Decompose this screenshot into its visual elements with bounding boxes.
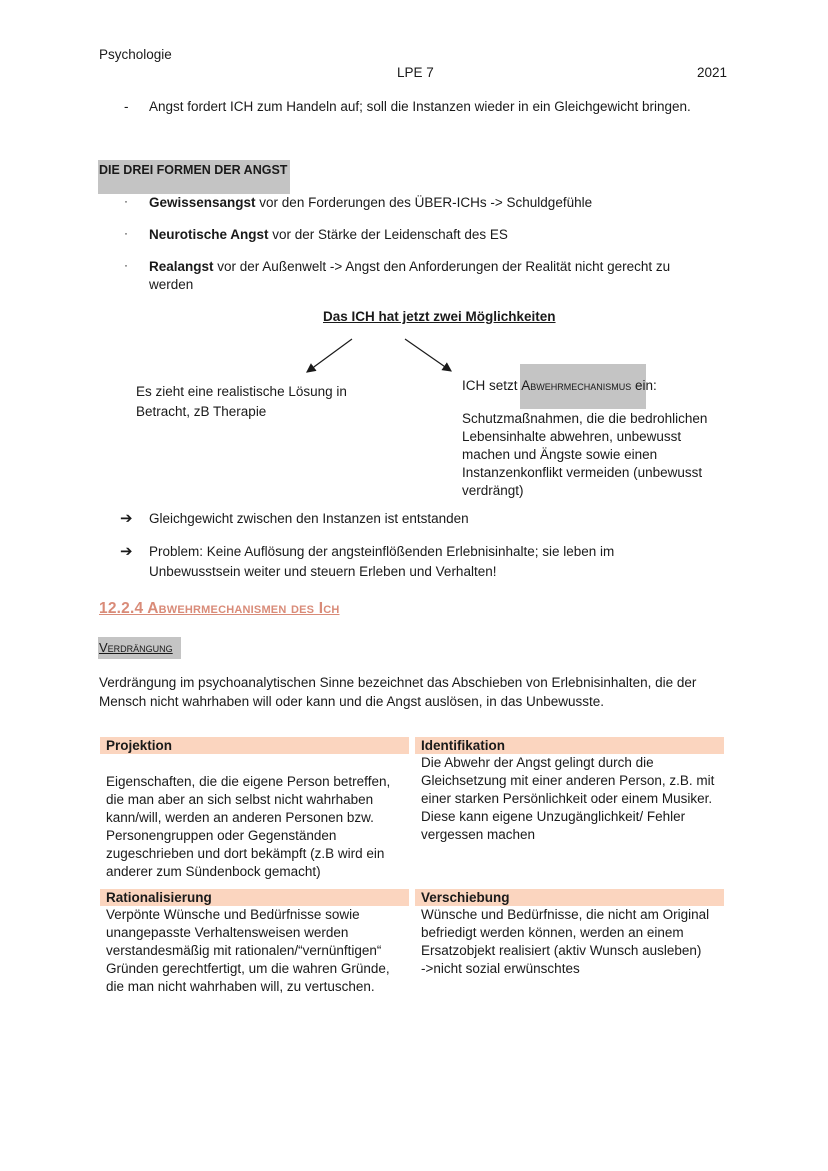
arrow-bullet-2-line2: Unbewusstsein weiter und steuern Erleben und Verhalten!: [149, 564, 497, 579]
diagram-right-2: Lebensinhalte abwehren, unbewusst: [462, 429, 682, 444]
header-center: LPE 7: [397, 65, 434, 80]
table-cell-projektion: [106, 773, 390, 881]
table-cell-verschiebung: [421, 906, 709, 978]
bullet-marker: -: [124, 99, 129, 114]
diagram-right-1: Schutzmaßnahmen, die die bedrohlichen: [462, 411, 708, 426]
arrow-bullet-marker: ➔: [120, 543, 133, 560]
diagram-title: Das ICH hat jetzt zwei Möglichkeiten: [323, 309, 556, 324]
diagram-right-5: verdrängt): [462, 483, 524, 498]
intro-bullet-text: Angst fordert ICH zum Handeln auf; soll die Instanzen wieder in ein Gleichgewicht bringen.: [149, 99, 691, 114]
diagram-right-3: machen und Ängste sowie einen: [462, 447, 658, 462]
cell-line: Ersatzobjekt realisiert (aktiv Wunsch ausleben): [421, 943, 702, 958]
form-term: Gewissensangst: [149, 195, 256, 210]
definition-line-1: Verdrängung im psychoanalytischen Sinne bezeichnet das Abschieben von Erlebnisinhalten, die der: [99, 675, 697, 690]
diagram-arrows: [0, 0, 828, 420]
arrow-left: [307, 339, 352, 372]
forms-title: DIE DREI FORMEN DER ANGST: [99, 163, 288, 177]
table-head-projektion: Projektion: [100, 737, 409, 754]
cell-line: einer starken Persönlichkeit oder einem Musiker.: [421, 791, 713, 806]
diagram-left-2: Betracht, zB Therapie: [136, 404, 267, 419]
right-suffix: ein:: [631, 378, 657, 393]
form-term: Realangst: [149, 259, 214, 274]
cell-line: anderer zum Sündenbock gemacht): [106, 864, 321, 879]
form-item-3-cont: werden: [149, 277, 194, 292]
definition-line-2: Mensch nicht wahrhaben will oder kann und die Angst auslösen, in das Unbewusste.: [99, 694, 605, 709]
diagram-right-title: [462, 378, 657, 393]
arrow-bullet-marker: ➔: [120, 510, 133, 527]
diagram-left-1: Es zieht eine realistische Lösung in: [136, 384, 347, 399]
cell-line: ->nicht sozial erwünschtes: [421, 961, 580, 976]
cell-line: kann/will, werden an anderen Personen bzw.: [106, 810, 374, 825]
cell-line: Wünsche und Bedürfnisse, die nicht am Original: [421, 907, 710, 922]
right-highlight: Abwehrmechanismus: [521, 378, 632, 393]
section-subtitle: Verdrängung: [99, 640, 173, 655]
section-heading: 12.2.4 Abwehrmechanismen des Ich: [99, 600, 340, 617]
cell-line: die man aber an sich selbst nicht wahrhaben: [106, 792, 374, 807]
diagram-right-4: Instanzenkonflikt vermeiden (unbewusst: [462, 465, 703, 480]
bullet-dot: ·: [124, 194, 128, 208]
header-subject: Psychologie: [99, 47, 172, 62]
cell-line: Die Abwehr der Angst gelingt durch die: [421, 755, 654, 770]
cell-line: Diese kann eigene Unzugänglichkeit/ Fehler: [421, 809, 686, 824]
right-prefix: ICH setzt: [462, 378, 522, 393]
table-cell-identifikation: [421, 754, 714, 844]
table-head-verschiebung: Verschiebung: [415, 889, 724, 906]
form-rest: vor der Stärke der Leidenschaft des ES: [268, 227, 508, 242]
bullet-dot: ·: [124, 226, 128, 240]
header-year: 2021: [697, 65, 728, 80]
cell-line: vergessen machen: [421, 827, 536, 842]
table-cell-rationalisierung: [106, 906, 390, 996]
table-head-rationalisierung: Rationalisierung: [100, 889, 409, 906]
form-rest: vor der Außenwelt -> Angst den Anforderungen der Realität nicht gerecht zu: [213, 259, 671, 274]
table-head-identifikation: Identifikation: [415, 737, 724, 754]
arrow-right: [405, 339, 451, 371]
arrow-bullet-1: Gleichgewicht zwischen den Instanzen ist entstanden: [149, 511, 469, 526]
form-rest: vor den Forderungen des ÜBER-ICHs -> Schuldgefühle: [255, 195, 593, 210]
cell-line: zugeschrieben und dort bekämpft (z.B wird ein: [106, 846, 385, 861]
cell-line: Personengruppen oder Gegenständen: [106, 828, 337, 843]
cell-line: Gleichsetzung mit einer anderen Person, z.B. mit: [421, 773, 715, 788]
arrow-bullet-2-line1: Problem: Keine Auflösung der angsteinflößenden Erlebnisinhalte; sie leben im: [149, 544, 615, 559]
cell-line: die man nicht wahrhaben will, zu vertuschen.: [106, 979, 375, 994]
cell-line: Gründen gerechtfertigt, um die wahren Gründe,: [106, 961, 390, 976]
bullet-dot: ·: [124, 258, 128, 272]
cell-line: Verpönte Wünsche und Bedürfnisse sowie: [106, 907, 360, 922]
cell-line: Eigenschaften, die die eigene Person betreffen,: [106, 774, 391, 789]
cell-line: unangepasste Verhaltensweisen werden: [106, 925, 349, 940]
cell-line: verstandesmäßig mit rationalen/“vernünftigen“: [106, 943, 382, 958]
form-term: Neurotische Angst: [149, 227, 269, 242]
cell-line: befriedigt werden können, werden an einem: [421, 925, 684, 940]
